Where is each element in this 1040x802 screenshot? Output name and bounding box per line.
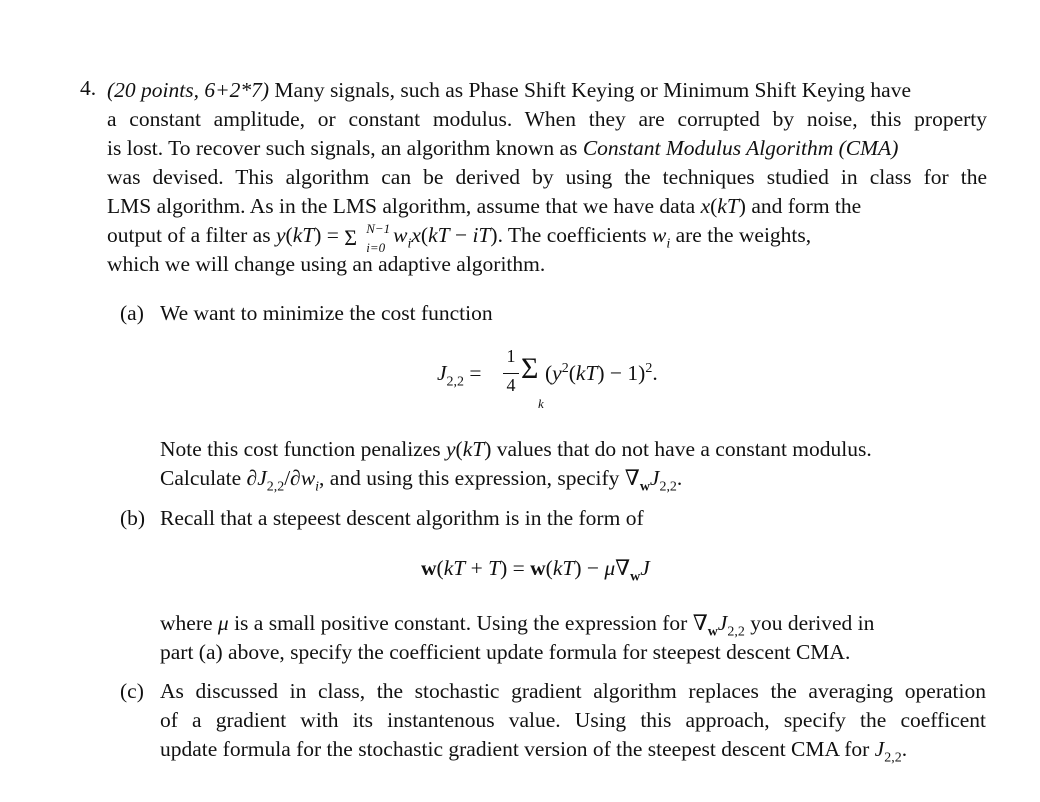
part-b-text: Recall that a stepeest descent algorithm is in the form of [160, 506, 644, 530]
math-x-kT: x [700, 194, 711, 218]
intro-line-1: (20 points, 6+2*7) Many signals, such as Phase Shift Keying or Minimum Shift Keying have [107, 78, 911, 102]
sum-symbol: Σ N−1 i=0 [344, 221, 391, 256]
part-a-text: We want to minimize the cost function [160, 301, 493, 325]
math-filter-output: y(kT) = Σ N−1 i=0 $w_ix(kT - iT)$ [275, 221, 498, 256]
problem-number: 4. [80, 76, 97, 100]
part-b-where-1: where μ is a small positive constant. Using the expression for $\nabla_wJ_{2,2}$ you derived in [160, 611, 875, 640]
problem-points: (20 points, 6+2*7) [107, 78, 270, 102]
steepest-descent-equation: $w(kT + T) = w(kT) - \mu\nabla_wJ$ [421, 556, 650, 585]
part-a-label: (a) [120, 301, 144, 325]
part-c-line-1: As discussed in class, the stochastic gradient algorithm replaces the averaging operation [160, 679, 986, 703]
part-c-line-2: of a gradient with its instantenous value. Using this approach, specify the coefficent [160, 708, 986, 732]
part-b-where-2: part (a) above, specify the coefficient update formula for steepest descent CMA. [160, 640, 851, 664]
intro-line-6: output of a filter as y(kT) = Σ N−1 i=0 $w_ix(kT - iT)$. The coefficients $w_i$ are the weights, [107, 221, 812, 256]
problem-page: 4. (20 points, 6+2*7) Many signals, such as Phase Shift Keying or Minimum Shift Keying have a constant amplitude, or constant modulus. When they are corrupted by noise, this property is lost. To recover such signals, an algorithm known as Constant Modulus Algorithm (CMA) was devised. This algorithm can be derived by using the techniques studied in class for the LMS algorithm. As in the LMS algorithm, assume that we have data x(kT) and form the output of a filter as y(kT) = Σ N−1 i=0 $w_ix(kT - iT)$. The coefficients $w_i$ are the weights, which we will change using an adaptive algorithm. (a) We want to minimize the cost function $J_{2,2}$ = 1 4 Σ k $(y^2(kT) - 1)^2$. Note this cost function penalizes y(kT) values that do not have a constant modulus. Calculate $\partial J_{2,2}/\partial w_i$, and using this expression, specify $\nabla_wJ_{2,2}$. (b) Recall that a stepeest descent algorithm is in the form of $w(kT + T) = w(kT) - \mu\nabla_wJ$ where μ is a small positive constant. Using the expression for $\nabla_wJ_{2,2}$ you derived in part (a) above, specify the coefficient update formula for steepest descent CMA. (c) As discussed in class, the stochastic gradient algorithm replaces the averaging operation of a gradient with its instantenous value. Using this approach, specify the coefficent update formula for the stochastic gradient version of the steepest descent CMA for $J_{2,2}$. [80, 76, 987, 766]
intro-line-3: is lost. To recover such signals, an algorithm known as Constant Modulus Algorithm (CMA) [107, 136, 899, 160]
part-b-label: (b) [120, 506, 146, 530]
part-a-note-1: Note this cost function penalizes y(kT) values that do not have a constant modulus. [160, 437, 872, 461]
part-c-label: (c) [120, 679, 144, 703]
intro-line-5: LMS algorithm. As in the LMS algorithm, assume that we have data x(kT) and form the [107, 194, 862, 218]
cma-name: Constant Modulus Algorithm (CMA) [582, 136, 899, 160]
intro-line-2: a constant amplitude, or constant modulus. When they are corrupted by noise, this property [107, 107, 987, 131]
intro-line-4: was devised. This algorithm can be derived by using the techniques studied in class for the [107, 165, 987, 189]
part-a-note-2: Calculate $\partial J_{2,2}/\partial w_i$, and using this expression, specify $\nabla_wJ_{2,2}$. [160, 466, 683, 495]
part-c-line-3: update formula for the stochastic gradient version of the steepest descent CMA for $J_{2,2}$. [160, 737, 908, 766]
intro-line-7: which we will change using an adaptive algorithm. [107, 252, 546, 276]
